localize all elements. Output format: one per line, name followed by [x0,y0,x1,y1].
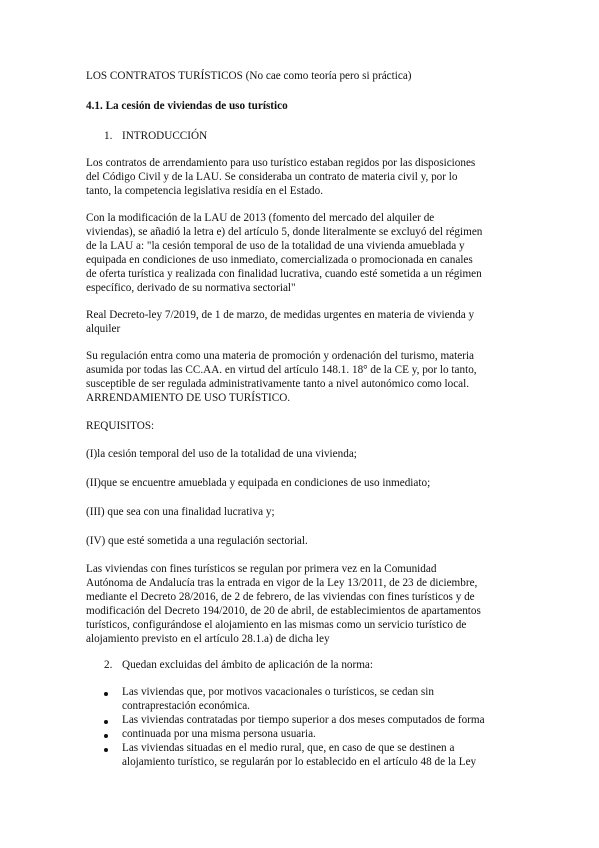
requisito-1: (I)la cesión temporal del uso de la totalidad de una vivienda; [86,448,357,460]
text-line: modificación del Decreto 194/2010, de 20 de abril, de establecimientos de apartamentos [86,605,481,617]
text-line: del Código Civil y de la LAU. Se consideraba un contrato de materia civil y, por lo [86,171,458,183]
requisito-2: (II)que se encuentre amueblada y equipada en condiciones de uso inmediato; [86,477,431,489]
text-line: contraprestación económica. [122,700,250,712]
text-line: de oferta turística y realizada con finalidad lucrativa, cuando esté sometida a un régimen [86,268,482,280]
item-heading: INTRODUCCIÓN [122,130,208,142]
text-line: ARRENDAMIENTO DE USO TURÍSTICO. [86,392,291,404]
text-line: Real Decreto-ley 7/2019, de 1 de marzo, de medidas urgentes en materia de vivienda y [86,309,475,321]
bullet-icon [104,748,108,752]
text-line: mediante el Decreto 28/2016, de 2 de febrero, de las viviendas con fines turísticos y de [86,591,475,603]
text-line: equipada en condiciones de uso inmediato, comercializada o promocionada en canales [86,254,473,266]
bullet-icon [104,720,108,724]
text-line: Las viviendas con fines turísticos se regulan por primera vez en la Comunidad [86,563,437,575]
text-line: Las viviendas situadas en el medio rural, que, en caso de que se destinen a [122,742,455,754]
text-line: Autónoma de Andalucía tras la entrada en vigor de la Ley 13/2011, de 23 de diciembre, [86,577,478,589]
text-line: susceptible de ser regulada administrativamente tanto a nivel autonómico como local. [86,378,470,390]
section-heading: 4.1. La cesión de viviendas de uso turístico [86,100,288,112]
requisitos-heading: REQUISITOS: [86,420,155,432]
item-number: 1. [104,130,113,142]
text-line: tanto, la competencia legislativa residía en el Estado. [86,185,324,197]
text-line: de la LAU a: "la cesión temporal de uso de la totalidad de una vivienda amueblada y [86,240,465,252]
bullet-icon [104,734,108,738]
text-line: específico, derivado de su normativa sectorial" [86,282,296,294]
text-line: Los contratos de arrendamiento para uso turístico estaban regidos por las disposiciones [86,157,476,169]
text-line: asumida por todas las CC.AA. en virtud del artículo 148.1. 18° de la CE y, por lo tanto, [86,364,477,376]
text-line: Las viviendas que, por motivos vacacionales o turísticos, se cedan sin [122,686,434,698]
text-line: continuada por una misma persona usuaria. [122,728,316,740]
text-line: alojamiento turístico, se regularán por lo establecido en el artículo 48 de la Ley [122,756,477,768]
text-line: alojamiento previsto en el artículo 28.1.a) de dicha ley [86,633,330,645]
item-number: 2. [104,659,113,671]
item-heading: Quedan excluidas del ámbito de aplicación de la norma: [122,659,374,671]
text-line: Con la modificación de la LAU de 2013 (fomento del mercado del alquiler de [86,212,435,224]
text-line: Su regulación entra como una materia de promoción y ordenación del turismo, materia [86,350,475,362]
text-line: Las viviendas contratadas por tiempo superior a dos meses computados de forma [122,714,485,726]
text-line: viviendas), se añadió la letra e) del artículo 5, donde literalmente se excluyó del régimen [86,226,483,238]
bullet-icon [104,692,108,696]
requisito-4: (IV) que esté sometida a una regulación sectorial. [86,535,308,547]
text-line: turísticos, configurándose el alojamiento en las mismas como un servicio turístico de [86,619,467,631]
requisito-3: (III) que sea con una finalidad lucrativa y; [86,506,275,518]
text-line: alquiler [86,323,121,335]
document-title: LOS CONTRATOS TURÍSTICOS (No cae como teoría pero si práctica) [86,70,412,82]
